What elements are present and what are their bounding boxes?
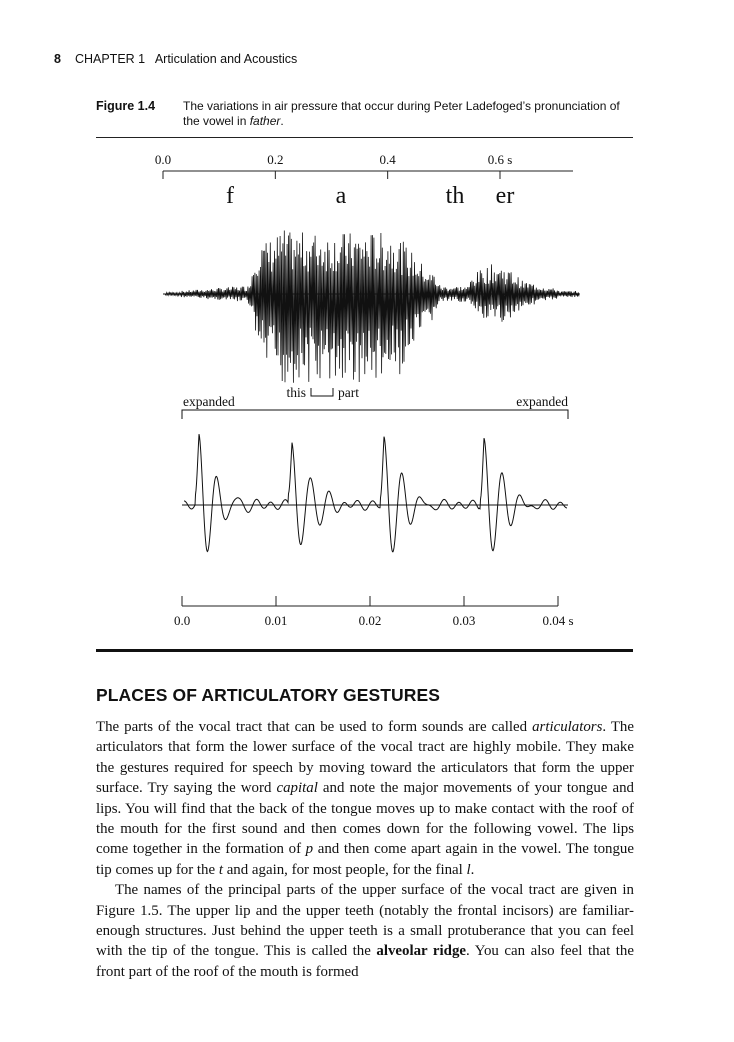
italic-term: t: [218, 861, 223, 878]
bottom-tick-label: 0.04 s: [542, 613, 574, 628]
bottom-axis-ticks: [174, 596, 574, 628]
figure-caption-text: [183, 99, 636, 129]
top-tick-label: 0.2: [267, 152, 284, 167]
expanded-waveform: [184, 434, 567, 552]
bottom-tick-label: 0.02: [358, 613, 382, 628]
text-run: . The articulators that form the lower surface of the vocal tract are highly mobile. They make the gestures required for speech by moving toward the articulators that form the upper surface. Try saying the word: [96, 719, 634, 797]
paragraph: [96, 717, 634, 880]
segment-a: a: [335, 183, 347, 209]
bottom-tick-label: 0.01: [264, 613, 288, 628]
figure-bottom-rule: [96, 649, 633, 652]
running-title: CHAPTER 1 Articulation and Acoustics: [74, 52, 298, 66]
top-tick-label: 0.4: [379, 152, 396, 167]
text-run: The parts of the vocal tract that can be used to form sounds are called: [96, 719, 533, 735]
figure-top-rule: [96, 137, 633, 138]
caption-period: .: [280, 114, 284, 128]
expanded-bracket: [182, 410, 568, 419]
expanded-right-label: expanded: [516, 394, 568, 409]
bold-term: alveolar ridge: [376, 943, 467, 960]
waveform-figure: [0, 140, 734, 645]
italic-term: articulators: [532, 719, 603, 735]
text-run: . You can also feel that the front part of the roof of the mouth is formed: [96, 943, 634, 980]
text-run: and again, for most people, for the final: [222, 861, 467, 878]
text-run: and note the major movements of your tongue and lips. You will find that the back of the tongue moves up to make contact with the roof of the mouth for the first sound and then comes down for the following vowel. The lips come together in the formation of: [96, 780, 634, 858]
segment-f: f: [226, 183, 234, 209]
running-header: [54, 52, 297, 66]
text-run: .: [470, 861, 475, 878]
figure-label: Figure 1.4: [96, 99, 156, 113]
this-label: this: [286, 385, 306, 400]
text-run: and then come apart again in the vowel. The tongue tip comes up for the: [96, 841, 634, 878]
top-tick-label: 0.6 s: [487, 152, 513, 167]
top-axis-ticks: [155, 152, 512, 179]
segment-th: th: [445, 183, 465, 209]
bottom-tick-label: 0.03: [452, 613, 476, 628]
italic-term: p: [305, 841, 314, 858]
italic-term: l: [466, 861, 471, 878]
section-heading: PLACES OF ARTICULATORY GESTURES: [96, 685, 441, 705]
figure-caption: [96, 99, 636, 129]
expanded-left-label: expanded: [183, 394, 235, 409]
page-number: 8: [54, 52, 61, 66]
full-waveform: [165, 231, 579, 383]
this-part-bracket: [311, 388, 333, 396]
part-label: part: [338, 385, 359, 400]
body-text: [96, 717, 634, 982]
italic-term: capital: [276, 780, 318, 797]
paragraph: [96, 880, 634, 982]
top-tick-label: 0.0: [154, 152, 172, 167]
caption-italic-word: father: [249, 114, 281, 128]
segment-er: er: [495, 183, 515, 209]
caption-text: The variations in air pressure that occur during Peter Ladefoged’s pronunciation of the vowel in: [183, 99, 620, 128]
text-run: The names of the principal parts of the upper surface of the vocal tract are given in Figure 1.5. The upper lip and the upper teeth (notably the frontal incisors) are familiar-enough structures. Just behind the upper teeth is a small protuberance that you can feel with the tip of the tongue. This is called the: [96, 882, 634, 960]
bottom-tick-label: 0.0: [174, 613, 191, 628]
